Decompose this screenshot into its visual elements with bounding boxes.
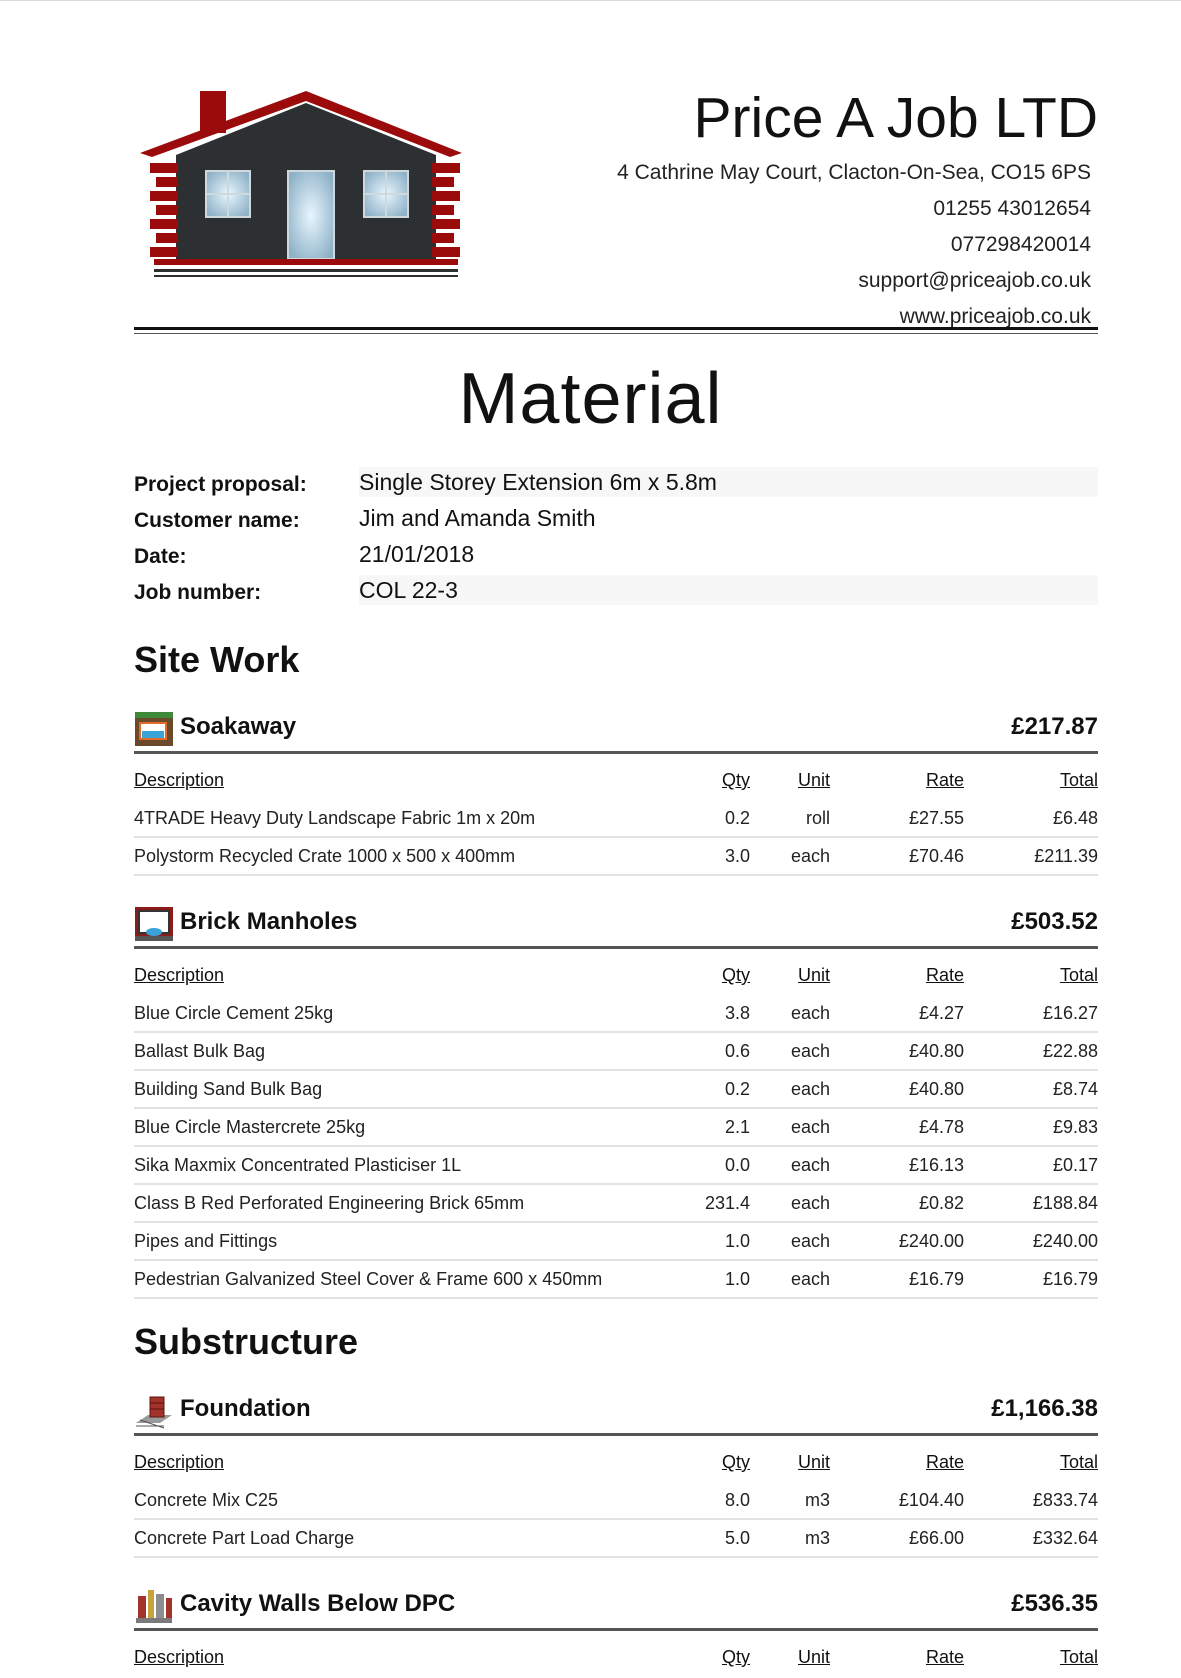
customer-name-label: Customer name: <box>134 509 300 532</box>
company-email[interactable]: support@priceajob.co.uk <box>858 269 1091 292</box>
date-label: Date: <box>134 545 187 568</box>
group-cavity-walls <box>134 1584 1098 1677</box>
item-description: Polystorm Recycled Crate 1000 x 500 x 400mm <box>134 837 694 875</box>
group-total: £1,166.38 <box>991 1395 1098 1422</box>
item-unit: each <box>750 1108 830 1146</box>
header-divider-thin <box>134 333 1098 334</box>
company-phone: 01255 43012654 <box>933 197 1091 220</box>
item-qty: 8.0 <box>694 1482 750 1519</box>
group-soakaway <box>134 707 1098 876</box>
item-qty: 0.0 <box>694 1146 750 1184</box>
company-info <box>617 85 1098 335</box>
table-header-row <box>134 770 1098 800</box>
item-total: £833.74 <box>964 1482 1098 1519</box>
company-website[interactable]: www.priceajob.co.uk <box>899 305 1091 328</box>
group-total: £536.35 <box>1011 1590 1098 1617</box>
group-name: Brick Manholes <box>180 908 358 935</box>
item-description: Sika Maxmix Concentrated Plasticiser 1L <box>134 1146 694 1184</box>
item-qty: 2.1 <box>694 1108 750 1146</box>
col-total: Total <box>1059 1452 1098 1472</box>
item-rate: £104.40 <box>830 1482 964 1519</box>
header-divider <box>134 327 1098 330</box>
col-description: Description <box>134 1647 225 1667</box>
item-unit: roll <box>750 800 830 837</box>
table-row <box>134 1222 1098 1260</box>
group-header <box>134 902 1098 949</box>
item-qty: 0.6 <box>694 1032 750 1070</box>
meta-row <box>134 539 1098 575</box>
items-table <box>134 770 1098 876</box>
item-description: Ballast Bulk Bag <box>134 1032 694 1070</box>
item-rate: £66.00 <box>830 1519 964 1557</box>
item-rate: £16.13 <box>830 1146 964 1184</box>
item-total: £211.39 <box>964 837 1098 875</box>
col-qty: Qty <box>721 1647 750 1667</box>
item-unit: m3 <box>750 1519 830 1557</box>
project-proposal-value: Single Storey Extension 6m x 5.8m <box>359 467 1098 497</box>
item-description: Blue Circle Mastercrete 25kg <box>134 1108 694 1146</box>
item-qty: 231.4 <box>694 1184 750 1222</box>
item-total: £16.27 <box>964 995 1098 1032</box>
table-row <box>134 800 1098 837</box>
item-unit: each <box>750 837 830 875</box>
item-total: £188.84 <box>964 1184 1098 1222</box>
col-unit: Unit <box>797 1452 830 1472</box>
item-total: £332.64 <box>964 1519 1098 1557</box>
col-description: Description <box>134 770 225 790</box>
table-header-row <box>134 965 1098 995</box>
table-row <box>134 1070 1098 1108</box>
item-rate: £0.82 <box>830 1184 964 1222</box>
col-total: Total <box>1059 770 1098 790</box>
cavity-wall-icon <box>134 1588 174 1624</box>
col-rate: Rate <box>925 770 964 790</box>
group-header <box>134 1584 1098 1631</box>
foundation-icon <box>134 1393 174 1429</box>
table-row <box>134 1260 1098 1298</box>
section-title-substructure: Substructure <box>134 1321 359 1362</box>
col-total: Total <box>1059 965 1098 985</box>
meta-row <box>134 467 1098 503</box>
col-total: Total <box>1059 1647 1098 1667</box>
table-row <box>134 1108 1098 1146</box>
section-title-site-work: Site Work <box>134 639 300 680</box>
col-qty: Qty <box>721 1452 750 1472</box>
table-header-row <box>134 1452 1098 1482</box>
item-rate: £40.80 <box>830 1070 964 1108</box>
group-name: Cavity Walls Below DPC <box>180 1590 456 1617</box>
item-qty: 0.2 <box>694 800 750 837</box>
item-description: Pedestrian Galvanized Steel Cover & Frame 600 x 450mm <box>134 1260 694 1298</box>
item-qty: 1.0 <box>694 1260 750 1298</box>
item-rate: £4.78 <box>830 1108 964 1146</box>
project-proposal-label: Project proposal: <box>134 473 307 496</box>
item-qty: 0.2 <box>694 1070 750 1108</box>
item-rate: £16.79 <box>830 1260 964 1298</box>
item-description: Pipes and Fittings <box>134 1222 694 1260</box>
col-qty: Qty <box>721 770 750 790</box>
item-total: £16.79 <box>964 1260 1098 1298</box>
col-unit: Unit <box>797 770 830 790</box>
item-unit: each <box>750 1070 830 1108</box>
company-address: 4 Cathrine May Court, Clacton-On-Sea, CO15 6PS <box>617 161 1091 184</box>
col-unit: Unit <box>797 965 830 985</box>
table-row <box>134 1032 1098 1070</box>
item-unit: each <box>750 1260 830 1298</box>
items-table <box>134 1647 1098 1677</box>
item-qty: 1.0 <box>694 1222 750 1260</box>
project-details <box>134 467 1098 611</box>
job-number-label: Job number: <box>134 581 262 604</box>
item-description: Blue Circle Cement 25kg <box>134 995 694 1032</box>
table-row <box>134 837 1098 875</box>
table-row <box>134 1146 1098 1184</box>
company-name: Price A Job LTD <box>693 86 1098 150</box>
item-total: £0.17 <box>964 1146 1098 1184</box>
item-description: 4TRADE Heavy Duty Landscape Fabric 1m x 20m <box>134 800 694 837</box>
meta-row <box>134 575 1098 611</box>
item-total: £22.88 <box>964 1032 1098 1070</box>
item-total: £6.48 <box>964 800 1098 837</box>
item-qty: 3.0 <box>694 837 750 875</box>
group-name: Soakaway <box>180 713 297 740</box>
item-total: £240.00 <box>964 1222 1098 1260</box>
customer-name-value: Jim and Amanda Smith <box>359 505 596 531</box>
col-rate: Rate <box>925 965 964 985</box>
table-header-row <box>134 1647 1098 1677</box>
group-foundation <box>134 1389 1098 1558</box>
item-unit: m3 <box>750 1482 830 1519</box>
item-rate: £240.00 <box>830 1222 964 1260</box>
group-total: £503.52 <box>1011 908 1098 935</box>
item-description: Building Sand Bulk Bag <box>134 1070 694 1108</box>
item-description: Concrete Part Load Charge <box>134 1519 694 1557</box>
table-row <box>134 1184 1098 1222</box>
group-name: Foundation <box>180 1395 311 1422</box>
item-unit: each <box>750 1222 830 1260</box>
table-row <box>134 995 1098 1032</box>
soakaway-icon <box>134 711 174 747</box>
meta-row <box>134 503 1098 539</box>
item-description: Concrete Mix C25 <box>134 1482 694 1519</box>
group-header <box>134 1389 1098 1436</box>
company-mobile: 077298420014 <box>950 233 1091 256</box>
group-total: £217.87 <box>1011 713 1098 740</box>
item-unit: each <box>750 1146 830 1184</box>
date-value: 21/01/2018 <box>359 541 475 567</box>
col-description: Description <box>134 1452 225 1472</box>
table-row <box>134 1482 1098 1519</box>
col-description: Description <box>134 965 225 985</box>
item-unit: each <box>750 1032 830 1070</box>
items-table <box>134 1452 1098 1558</box>
item-rate: £70.46 <box>830 837 964 875</box>
col-unit: Unit <box>797 1647 830 1667</box>
item-unit: each <box>750 995 830 1032</box>
item-rate: £27.55 <box>830 800 964 837</box>
item-total: £8.74 <box>964 1070 1098 1108</box>
item-rate: £4.27 <box>830 995 964 1032</box>
col-rate: Rate <box>925 1647 964 1667</box>
house-logo-icon <box>140 91 490 281</box>
item-rate: £40.80 <box>830 1032 964 1070</box>
item-unit: each <box>750 1184 830 1222</box>
group-brick-manholes <box>134 902 1098 1299</box>
item-description: Class B Red Perforated Engineering Brick 65mm <box>134 1184 694 1222</box>
manhole-icon <box>134 906 174 942</box>
item-total: £9.83 <box>964 1108 1098 1146</box>
item-qty: 3.8 <box>694 995 750 1032</box>
col-qty: Qty <box>721 965 750 985</box>
table-row <box>134 1519 1098 1557</box>
items-table <box>134 965 1098 1299</box>
item-qty: 5.0 <box>694 1519 750 1557</box>
document-title: Material <box>458 359 723 439</box>
col-rate: Rate <box>925 1452 964 1472</box>
job-number-value: COL 22-3 <box>359 575 1098 605</box>
group-header <box>134 707 1098 754</box>
